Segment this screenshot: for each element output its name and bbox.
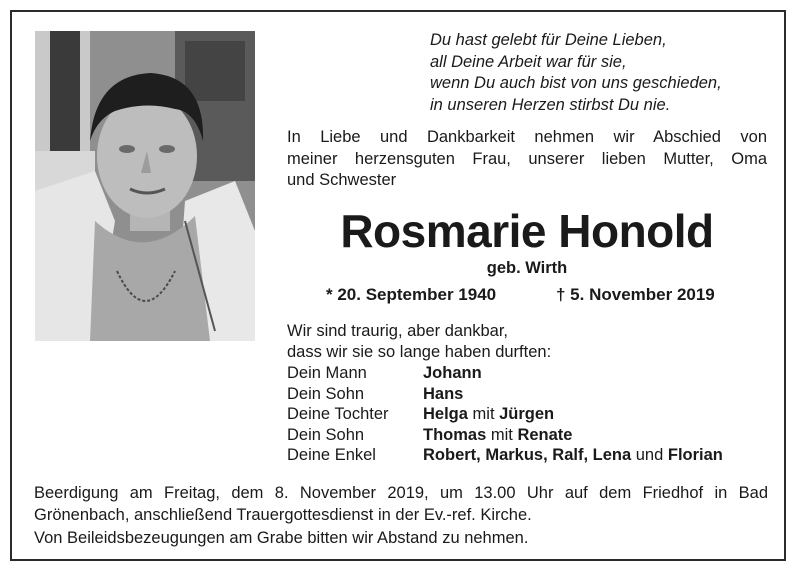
family-row [287,404,723,425]
birth-date: * 20. September 1940 [326,285,497,304]
poem-line: all Deine Arbeit war für sie, [430,52,627,71]
family-conjunction: und [635,446,664,464]
family-row [287,425,723,446]
family-partner-name: Renate [517,425,573,444]
grateful-line: Wir sind traurig, aber dankbar, [287,322,509,340]
family-role: Dein Sohn [287,425,365,444]
grateful-text [287,321,767,363]
family-member-name: Robert, Markus, Ralf, Lena [423,446,632,464]
family-member-name: Johann [423,364,482,382]
family-member-name: Hans [423,384,464,403]
intro-line: meiner herzensguten Frau, unserer lieben Mutter, Oma [287,149,767,168]
family-row [287,384,723,405]
family-partner-name: Jürgen [499,405,555,423]
intro-text [287,127,767,192]
intro-line: In Liebe und Dankbarkeit nehmen wir Abschied von [287,128,767,146]
condolence-note: Von Beileidsbezeugungen am Grabe bitten wir Abstand zu nehmen. [34,529,529,547]
family-conjunction: mit [472,405,495,423]
intro-line: und Schwester [287,171,397,189]
family-list [287,363,723,466]
family-member-name: Helga [423,405,468,423]
grateful-line: dass wir sie so lange haben durften: [287,343,552,361]
family-row [287,445,723,466]
deceased-name: Rosmarie Honold [340,205,714,257]
portrait-image [35,31,255,341]
poem [430,30,770,116]
family-member-name: Thomas [423,425,487,444]
family-role: Deine Tochter [287,405,389,423]
maiden-name: geb. Wirth [486,259,568,277]
family-partner-name: Florian [667,446,723,464]
family-role: Dein Sohn [287,384,365,403]
burial-info: Beerdigung am Freitag, dem 8. November 2019, um 13.00 Uhr auf dem Friedhof in Bad Grönenbach, anschließend Trauergottesdienst in der Ev.-ref. Kirche. [34,484,768,524]
death-date: † 5. November 2019 [556,285,715,304]
family-role: Deine Enkel [287,446,376,464]
family-conjunction: mit [490,425,513,444]
poem-line: in unseren Herzen stirbst Du nie. [430,95,671,114]
portrait-photo [35,31,255,341]
poem-line: Du hast gelebt für Deine Lieben, [430,31,667,49]
poem-line: wenn Du auch bist von uns geschieden, [430,74,722,92]
family-role: Dein Mann [287,364,367,382]
family-row [287,363,723,384]
